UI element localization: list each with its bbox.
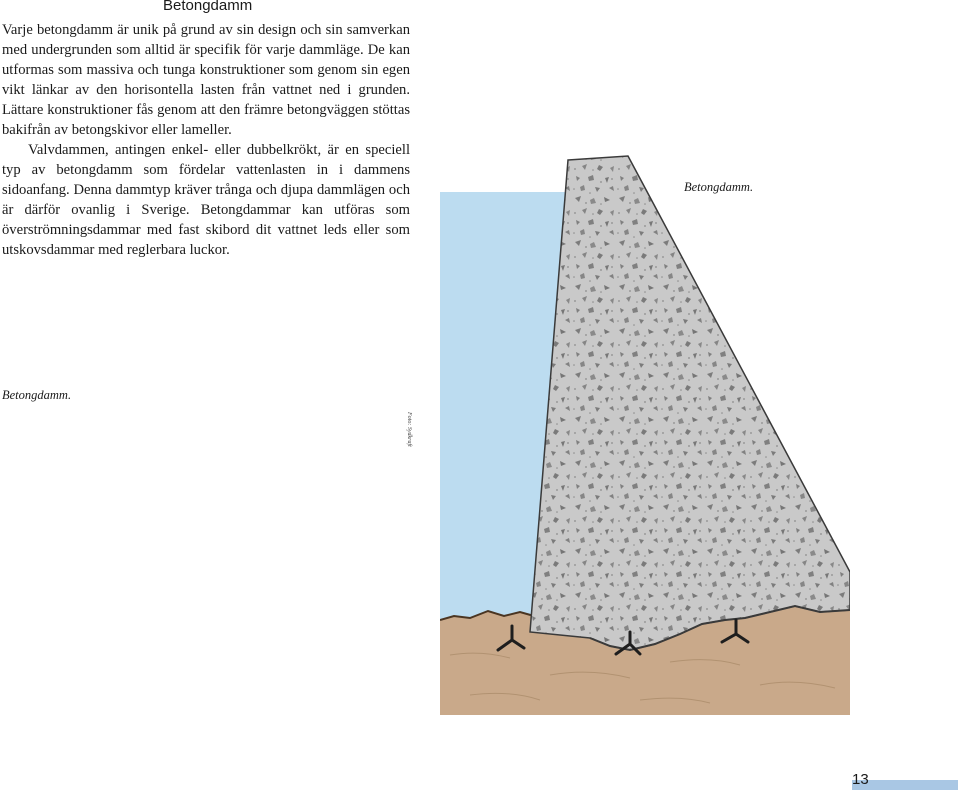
- section-heading: Betongdamm: [163, 0, 253, 14]
- figure-caption-right: Betongdamm.: [684, 180, 754, 194]
- body-text: [2, 20, 410, 260]
- concrete-dam-illustration: [440, 150, 850, 715]
- dam-body: [530, 156, 850, 650]
- photo-credit: Foto: Sydkraft: [406, 412, 412, 447]
- paragraph-2: Valvdammen, antingen enkel- eller dubbelkrökt, är en speciell typ av betongdamm som fördelar vattenlasten in i dammens sidoanfang. Denna dammtyp kräver trånga och djupa dammlägen och är därför ovanlig i Sverige. Betongdammar kan utföras som överströmningsdammar med fast skibord dit vattnet leds eller som utskovsdammar med reglerbara luckor.: [2, 142, 410, 258]
- paragraph-1: Varje betongdamm är unik på grund av sin design och sin samverkan med undergrunden som alltid är specifik för varje dammläge. De kan utformas som massiva och tunga konstruktioner som genom sin egen vikt länkar av den horisontella lasten från vattnet ned i grunden. Lättare konstruktioner fås genom att den främre betongväggen stöttas bakifrån av betongskivor eller lameller.: [2, 22, 410, 138]
- page-number: 13: [852, 771, 869, 788]
- figure-caption-left: Betongdamm.: [2, 388, 72, 402]
